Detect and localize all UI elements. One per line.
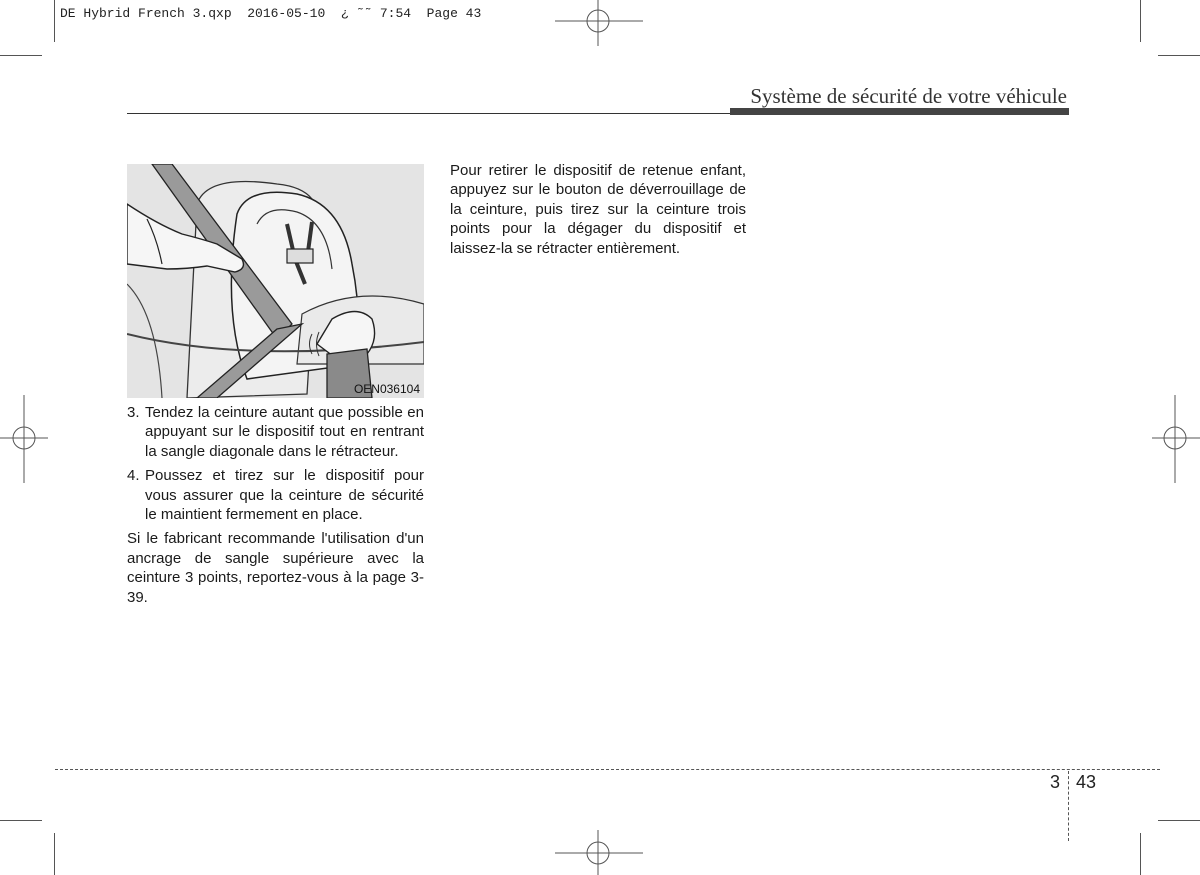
left-column <box>127 403 424 613</box>
crop-mark <box>1140 0 1141 42</box>
section-title: Système de sécurité de votre véhicule <box>750 84 1067 108</box>
print-slug: DE Hybrid French 3.qxp 2016-05-10 ¿ ˜˜ 7:54 Page 43 <box>60 6 482 21</box>
crop-mark <box>54 833 55 875</box>
footer-divider <box>1068 771 1069 841</box>
step-item <box>127 466 424 524</box>
crop-mark <box>1158 55 1200 56</box>
step-text: Poussez et tirez sur le dispositif pour vous assurer que la ceinture de sécurité le maintient fermement en place. <box>145 467 424 524</box>
footer-rule <box>55 769 1160 770</box>
chapter-number: 3 <box>1050 772 1061 792</box>
registration-mark-left <box>0 395 48 483</box>
crop-mark <box>0 55 42 56</box>
page-number: 43 <box>1076 772 1097 792</box>
registration-mark-right <box>1152 395 1200 483</box>
note-paragraph: Si le fabricant recommande l'utilisation d'un ancrage de sangle supérieure avec la ceinture 3 points, reportez-vous à la page 3-39. <box>127 530 424 606</box>
registration-mark-bottom <box>555 830 643 875</box>
figure-code: OEN036104 <box>353 382 420 396</box>
illustration-drawing <box>127 164 424 398</box>
registration-mark-top <box>555 0 643 46</box>
crop-mark <box>1140 833 1141 875</box>
crop-mark <box>54 0 55 42</box>
crop-mark <box>0 820 42 821</box>
step-number: 3. <box>127 404 140 421</box>
child-seat-belt-illustration <box>127 164 424 398</box>
header-rule-thick <box>730 108 1069 115</box>
removal-paragraph: Pour retirer le dispositif de retenue enfant, appuyez sur le bouton de déverrouillage de la ceinture, puis tirez sur la ceinture trois points pour la dégager du dispositif et laissez-la se rétracter entièrement. <box>450 162 746 257</box>
header-rule <box>127 113 730 114</box>
step-text: Tendez la ceinture autant que possible en appuyant sur le dispositif tout en rentrant la sangle diagonale dans le rétracteur. <box>145 404 424 460</box>
step-number: 4. <box>127 467 140 485</box>
crop-mark <box>1158 820 1200 821</box>
right-column <box>450 161 746 264</box>
step-item <box>127 403 424 461</box>
